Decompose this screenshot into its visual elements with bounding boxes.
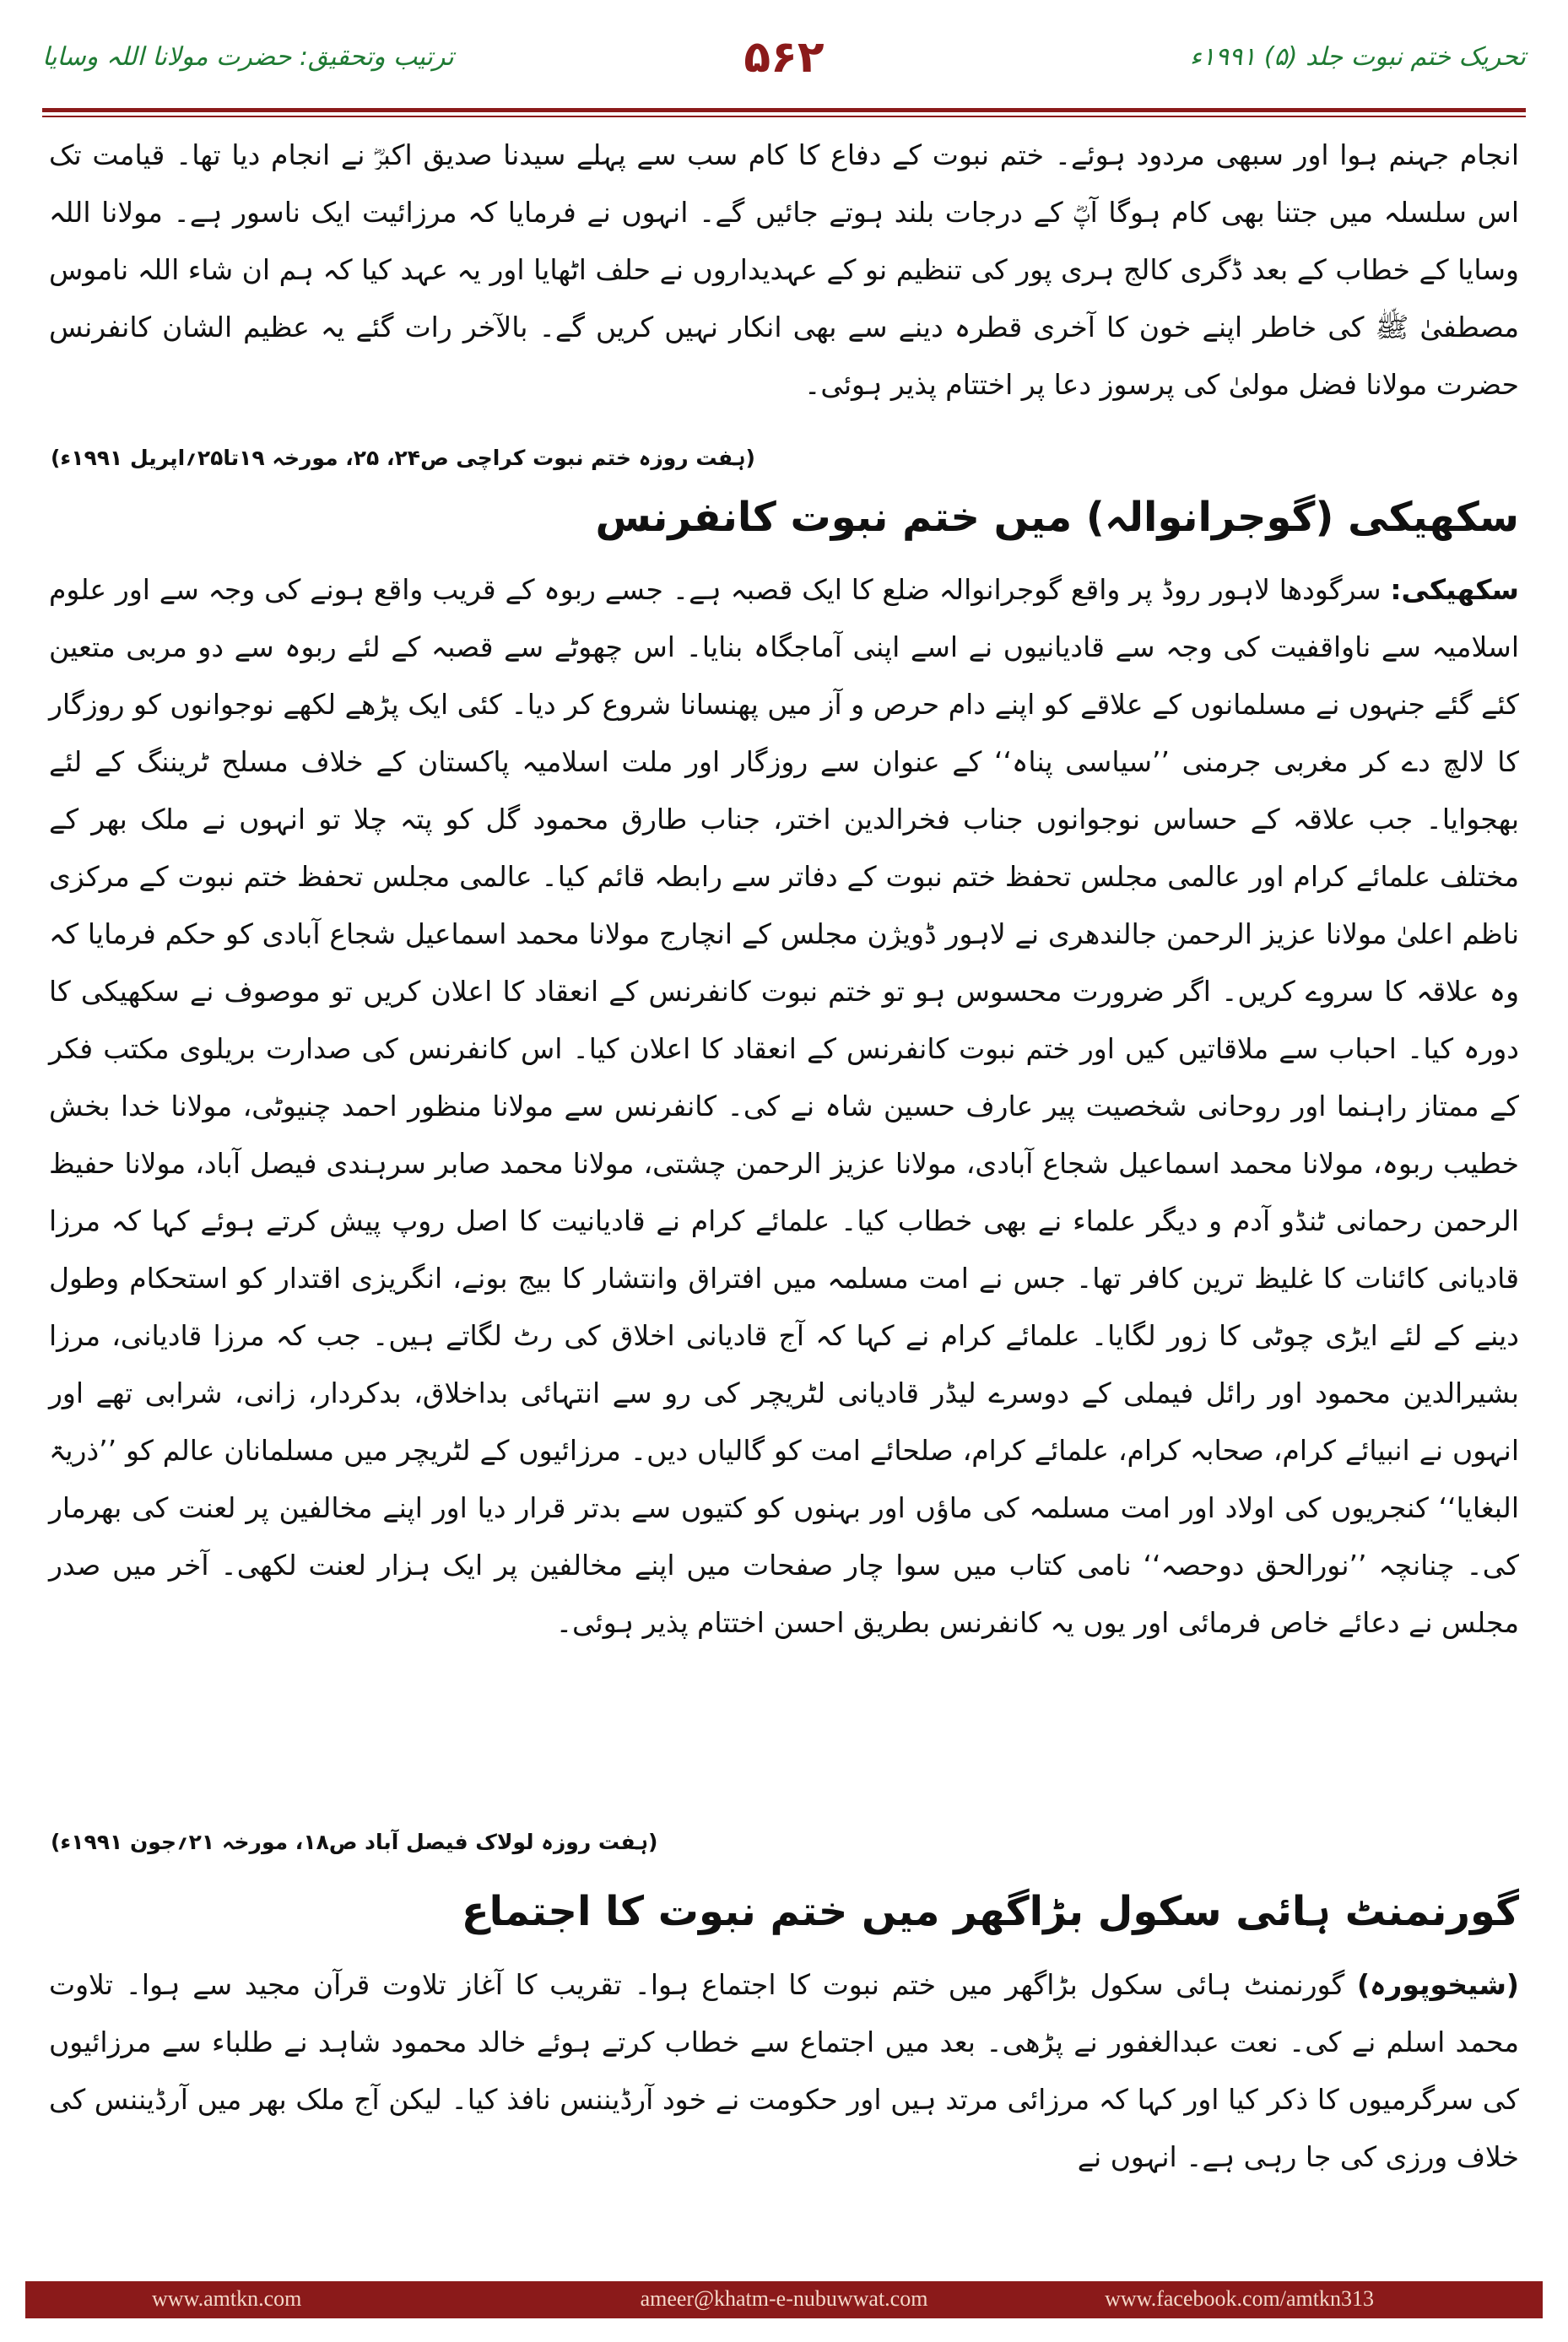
header-rule bbox=[42, 108, 1526, 112]
paragraph-lead: سکھیکی: bbox=[1390, 573, 1519, 606]
paragraph-text: گورنمنٹ ہائی سکول بڑاگھر میں ختم نبوت کا اجتماع ہوا۔ تقریب کا آغاز تلاوت قرآن مجید سے ہوا۔ تلاوت محمد اسلم نے کی۔ نعت عبدالغفور نے پڑھی۔ بعد میں اجتماع سے خطاب کرتے ہوئے خالد محمود شاہد نے طلباء سے مرزائیوں کی سرگرمیوں کا ذکر کیا اور کہا کہ مرزائی مرتد ہیں اور حکومت نے خود آرڈیننس نافذ کیا۔ لیکن آج ملک بھر میں آرڈیننس کی خلاف ورزی کی جا رہی ہے۔ انہوں نے bbox=[49, 1968, 1519, 2173]
paragraph-opening bbox=[49, 127, 1519, 414]
paragraph-text: سرگودھا لاہور روڈ پر واقع گوجرانوالہ ضلع کا ایک قصبہ ہے۔ جسے ربوہ کے قریب واقع ہونے کی وجہ سے اور علوم اسلامیہ سے ناواقفیت کی وجہ سے قادیانیوں نے اسے اپنی آماجگاہ بنایا۔ اس چھوٹے سے قصبہ کے لئے ربوہ سے دو مربی متعین کئے گئے جنہوں نے مسلمانوں کے علاقے کو اپنے دام حرص و آز میں پھنسانا شروع کر دیا۔ کئی ایک پڑھے لکھے نوجوانوں کو روزگار کا لالچ دے کر مغربی جرمنی ’’سیاسی پناہ‘‘ کے عنوان سے روزگار اور ملت اسلامیہ پاکستان کے خلاف مسلح ٹریننگ کے لئے بھجوایا۔ جب علاقہ کے حساس نوجوانوں جناب فخرالدین اختر، جناب طارق محمود گل کو پتہ چلا تو انہوں نے ملک بھر کے مختلف علمائے کرام اور عالمی مجلس تحفظ ختم نبوت کے دفاتر سے رابطہ قائم کیا۔ عالمی مجلس تحفظ ختم نبوت کے مرکزی ناظم اعلیٰ مولانا عزیز الرحمن جالندھری نے لاہور ڈویژن مجلس کے انچارج مولانا محمد اسماعیل شجاع آبادی کو حکم فرمایا کہ وہ علاقہ کا سروے کریں۔ اگر ضرورت محسوس ہو تو ختم نبوت کانفرنس کے انعقاد کا اعلان کریں تو موصوف نے سکھیکی کا دورہ کیا۔ احباب سے ملاقاتیں کیں اور ختم نبوت کانفرنس کے انعقاد کا اعلان کیا۔ اس کانفرنس کی صدارت بریلوی مکتب فکر کے ممتاز راہنما اور روحانی شخصیت پیر عارف حسین شاہ نے کی۔ کانفرنس سے مولانا منظور احمد چنیوٹی، مولانا خدا بخش خطیب ربوہ، مولانا محمد اسماعیل شجاع آبادی، مولانا عزیز الرحمن چشتی، مولانا محمد صابر سرہندی فیصل آباد، مولانا حفیظ الرحمن رحمانی ٹنڈو آدم و دیگر علماء نے بھی خطاب کیا۔ علمائے کرام نے قادیانیت کا اصل روپ پیش کرتے ہوئے کہا کہ مرزا قادیانی کائنات کا غلیظ ترین کافر تھا۔ جس نے امت مسلمہ میں افتراق وانتشار کا بیج بونے، انگریزی اقتدار کو استحکام وطول دینے کے لئے ایڑی چوٹی کا زور لگایا۔ علمائے کرام نے کہا کہ آج قادیانی اخلاق کی رٹ لگاتے ہیں۔ جب کہ مرزا قادیانی، مرزا بشیرالدین محمود اور رائل فیملی کے دوسرے لیڈر قادیانی لٹریچر کی رو سے انتہائی بداخلاق، بدکردار، زانی، شرابی تھے اور انہوں نے انبیائے کرام، صحابہ کرام، علمائے کرام، صلحائے امت کو گالیاں دیں۔ مرزائیوں کے لٹریچر میں مسلمانان عالم کو ’’ذریۃ البغایا‘‘ کنجریوں کی اولاد اور امت مسلمہ کی ماؤں اور بہنوں کو کتیوں سے بدتر قرار دیا اور اپنے مخالفین پر لعنت کی بھرمار کی۔ چنانچہ ’’نورالحق دوحصہ‘‘ نامی کتاب میں سوا چار صفحات میں اپنے مخالفین پر ایک ہزار لعنت لکھی۔ آخر میں صدر مجلس نے دعائے خاص فرمائی اور یوں یہ کانفرنس بطریق احسن اختتام پذیر ہوئی۔ bbox=[49, 573, 1519, 1639]
book-title: تحریک ختم نبوت جلد (۵) ۱۹۹۱ء bbox=[1189, 42, 1526, 72]
paragraph-sukhekey bbox=[49, 561, 1519, 1652]
paragraph-text: انجام جہنم ہوا اور سبھی مردود ہوئے۔ ختم نبوت کے دفاع کا کام سب سے پہلے سیدنا صدیق اکبرؓ نے انجام دیا تھا۔ قیامت تک اس سلسلہ میں جتنا بھی کام ہوگا آپؓ کے درجات بلند ہوتے جائیں گے۔ انہوں نے فرمایا کہ مرزائیت ایک ناسور ہے۔ مولانا اللہ وسایا کے خطاب کے بعد ڈگری کالج ہری پور کی تنظیم نو کے عہدیداروں نے حلف اٹھایا اور یہ عہد کیا کہ ہم ان شاء اللہ ناموس مصطفیٰ ﷺ کی خاطر اپنے خون کا آخری قطرہ دینے سے بھی انکار نہیں کریں گے۔ بالآخر رات گئے یہ عظیم الشان کانفرنس حضرت مولانا فضل مولیٰ کی پرسوز دعا پر اختتام پذیر ہوئی۔ bbox=[49, 138, 1519, 401]
header-rule-thin bbox=[42, 116, 1526, 117]
page-header bbox=[42, 32, 1526, 100]
reference-citation: (ہفت روزہ ختم نبوت کراچی ص۲۴، ۲۵، مورخہ ۱۹تا۲۵؍اپریل ۱۹۹۱ء) bbox=[51, 446, 755, 470]
page-number: ۵۶۲ bbox=[743, 32, 825, 83]
section-heading-school: گورنمنٹ ہائی سکول بڑاگھر میں ختم نبوت کا اجتماع bbox=[461, 1888, 1519, 1935]
email-link[interactable]: ameer@khatm-e-nubuwwat.com bbox=[640, 2286, 928, 2311]
website-link[interactable]: www.amtkn.com bbox=[152, 2286, 302, 2311]
paragraph-lead: (شیخوپورہ) bbox=[1357, 1968, 1519, 2001]
section-heading-sukhekey: سکھیکی (گوجرانوالہ) میں ختم نبوت کانفرنس bbox=[595, 494, 1519, 541]
compiler-credit: ترتیب وتحقیق: حضرت مولانا اللہ وسایا bbox=[42, 42, 454, 72]
facebook-link[interactable]: www.facebook.com/amtkn313 bbox=[1105, 2286, 1374, 2311]
paragraph-school bbox=[49, 1956, 1519, 2186]
footer-bar bbox=[25, 2281, 1543, 2318]
reference-citation: (ہفت روزہ لولاک فیصل آباد ص۱۸، مورخہ ۲۱؍جون ۱۹۹۱ء) bbox=[51, 1830, 658, 1854]
